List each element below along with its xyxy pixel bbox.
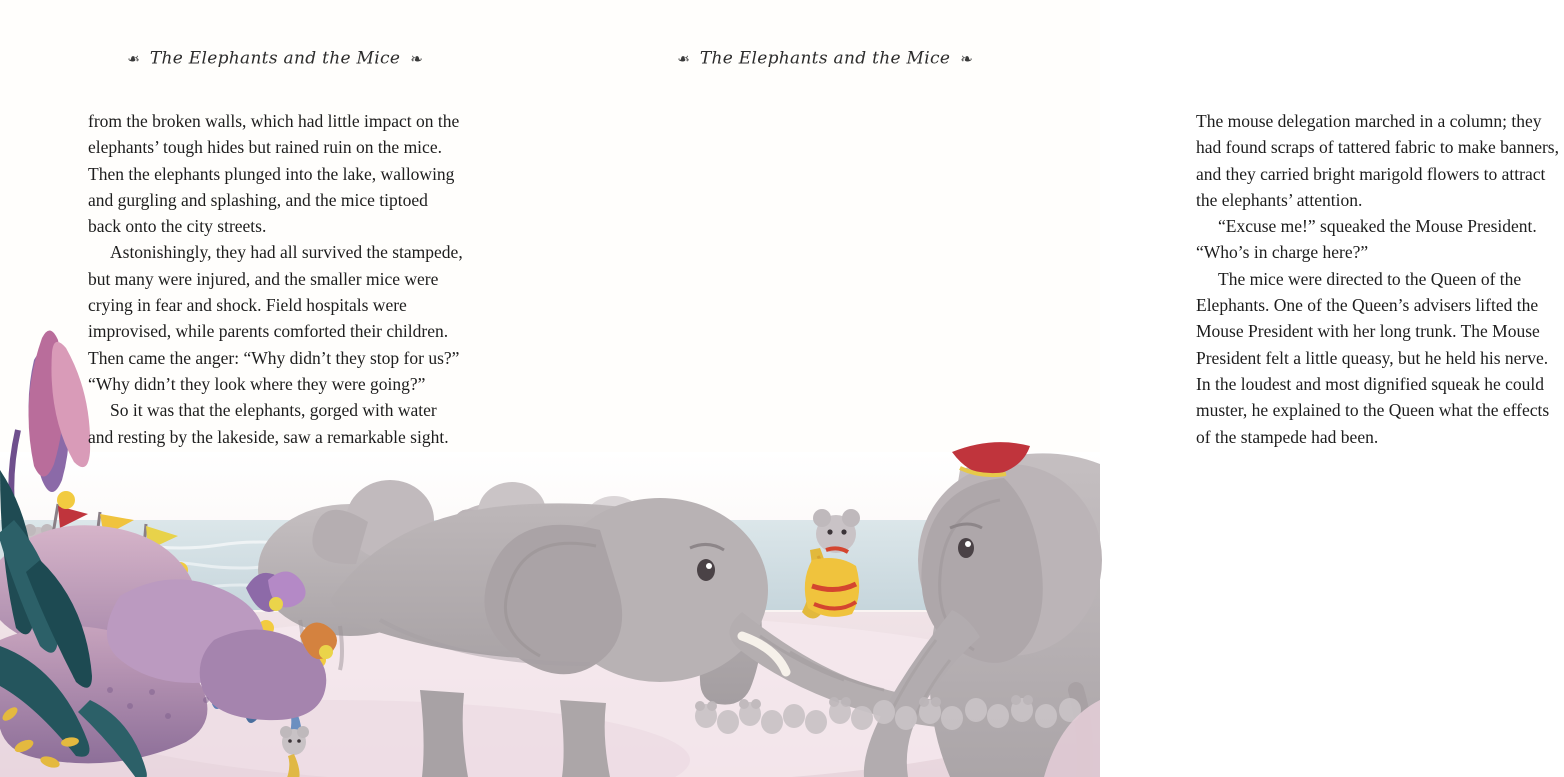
ornament-left-icon: ❧ xyxy=(676,49,690,68)
running-head-left-text: The Elephants and the Mice xyxy=(149,48,401,69)
right-page xyxy=(550,0,1559,480)
running-head-right xyxy=(550,48,1100,69)
paragraph: The mouse delegation marched in a column; they had found scraps of tattered fabric to make banners, and they carried bright marigold flowers to attract the elephants’ attention. xyxy=(1196,111,1559,210)
ornament-right-icon: ❧ xyxy=(960,49,974,68)
running-head-left xyxy=(0,48,550,69)
paragraph: from the broken walls, which had little impact on the elephants’ tough hides but rained ruin on the mice. Then the elephants plunged into the lake, wallowing and gurgling and splashing, and the mice tiptoed back onto the city streets. xyxy=(88,111,460,237)
paragraph: Astonishingly, they had all survived the stampede, but many were injured, and the smaller mice were crying in fear and shock. Field hospitals were improvised, while parents comforted their children. Then came the anger: “Why didn’t they stop for us?” “Why didn’t they look where they were going?” xyxy=(88,242,463,394)
left-page xyxy=(0,0,550,480)
running-head-right-text: The Elephants and the Mice xyxy=(699,48,951,69)
paragraph: The mice were directed to the Queen of the Elephants. One of the Queen’s advisers lifted the Mouse President with her long trunk. The Mouse President felt a little queasy, but he held his nerve. In the loudest and most dignified squeak he could muster, he explained to the Queen what the effects of the stampede had been. xyxy=(1196,268,1550,447)
ornament-right-icon: ❧ xyxy=(410,49,424,68)
paragraph: So it was that the elephants, gorged with water and resting by the lakeside, saw a remarkable sight. xyxy=(88,400,449,447)
left-page-body xyxy=(88,108,463,450)
ornament-left-icon: ❧ xyxy=(126,49,140,68)
right-page-body xyxy=(1196,108,1564,450)
paragraph: “Excuse me!” squeaked the Mouse President. “Who’s in charge here?” xyxy=(1196,216,1537,263)
